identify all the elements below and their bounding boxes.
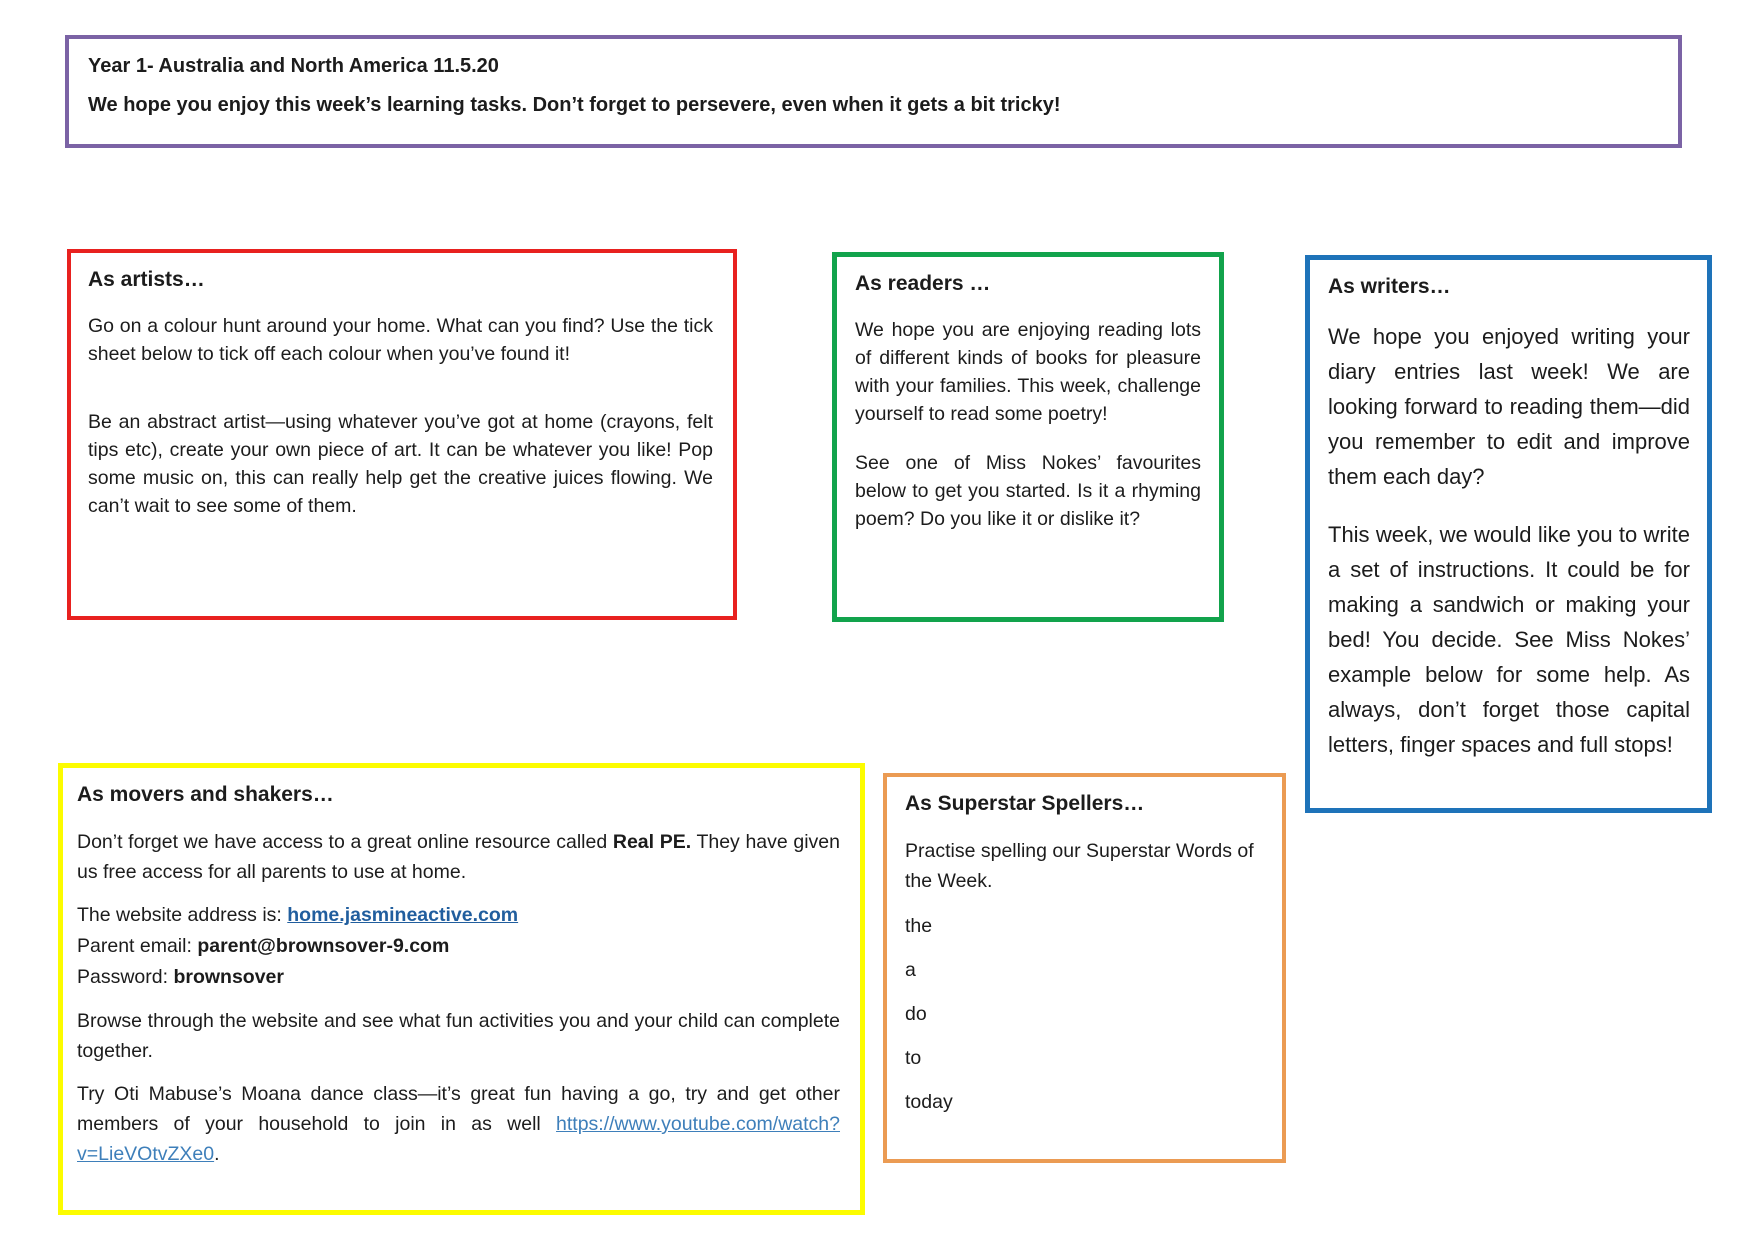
spellers-title: As Superstar Spellers… (905, 792, 1145, 815)
movers-p4-text: Try Oti Mabuse’s Moana dance class—it’s great fun having a go, try and get other members of your household to join in as well (77, 1083, 840, 1135)
password-value: brownsover (173, 966, 284, 988)
movers-paragraph-4 (77, 1079, 840, 1169)
readers-paragraph-1: We hope you are enjoying reading lots of different kinds of books for pleasure with your families. This week, challenge yourself to read some poetry! (855, 319, 1201, 425)
header-title: Year 1- Australia and North America 11.5.20 (88, 55, 499, 77)
movers-p1-bold: Real PE. (612, 831, 692, 853)
readers-box (832, 252, 1224, 622)
password-line (77, 962, 840, 993)
spellers-intro: Practise spelling our Superstar Words of the Week. (905, 840, 1254, 892)
movers-p1-text-2: They have given us free access for all parents to use at home. (77, 831, 840, 883)
writers-paragraph-1: We hope you enjoyed writing your diary entries last week! We are looking forward to reading them—did you remember to edit and improve them each day? (1328, 324, 1690, 489)
artists-title: As artists… (88, 268, 205, 291)
parent-email-line (77, 931, 840, 962)
spelling-word-2: a (905, 959, 916, 981)
spelling-word-4: to (905, 1047, 922, 1069)
artists-paragraph-1: Go on a colour hunt around your home. What can you find? Use the tick sheet below to tick off each colour when you’ve found it! (88, 315, 713, 365)
spelling-word-3: do (905, 1003, 927, 1025)
movers-paragraph-3: Browse through the website and see what fun activities you and your child can complete together. (77, 1010, 840, 1062)
movers-p1-text: Don’t forget we have access to a great online resource called (77, 831, 613, 853)
youtube-link[interactable]: https://www.youtube.com/watch?v=LieVOtvZXe0 (77, 1113, 840, 1165)
spelling-word-5: today (905, 1091, 953, 1113)
website-line (77, 900, 840, 931)
jasmine-active-link[interactable]: home.jasmineactive.com (287, 904, 519, 926)
parent-email-value: parent@brownsover-9.com (197, 935, 450, 957)
password-label: Password: (77, 966, 174, 988)
writers-title: As writers… (1328, 275, 1451, 298)
spellers-box (883, 773, 1286, 1163)
spelling-word-1: the (905, 915, 933, 937)
readers-paragraph-2: See one of Miss Nokes’ favourites below to get you started. Is it a rhyming poem? Do you like it or dislike it? (855, 452, 1201, 530)
header-box (65, 35, 1682, 148)
readers-title: As readers … (855, 272, 991, 295)
writers-box (1305, 255, 1712, 813)
artists-paragraph-2: Be an abstract artist—using whatever you’ve got at home (crayons, felt tips etc), create your own piece of art. It can be whatever you like! Pop some music on, this can really help get the creative juices flowing. We can’t wait to see some of them. (88, 411, 713, 517)
movers-paragraph-1 (77, 827, 840, 887)
header-subtitle: We hope you enjoy this week’s learning tasks. Don’t forget to persevere, even when it gets a bit tricky! (88, 94, 1061, 116)
artists-box (67, 249, 737, 620)
writers-paragraph-2: This week, we would like you to write a set of instructions. It could be for making a sandwich or making your bed! You decide. See Miss Nokes’ example below for some help. As always, don’t forget those capital letters, finger spaces and full stops! (1328, 522, 1690, 757)
parent-email-label: Parent email: (77, 935, 198, 957)
website-label: The website address is: (77, 904, 288, 926)
movers-title: As movers and shakers… (77, 783, 334, 806)
movers-p4-period: . (214, 1143, 220, 1165)
movers-box (58, 763, 865, 1215)
